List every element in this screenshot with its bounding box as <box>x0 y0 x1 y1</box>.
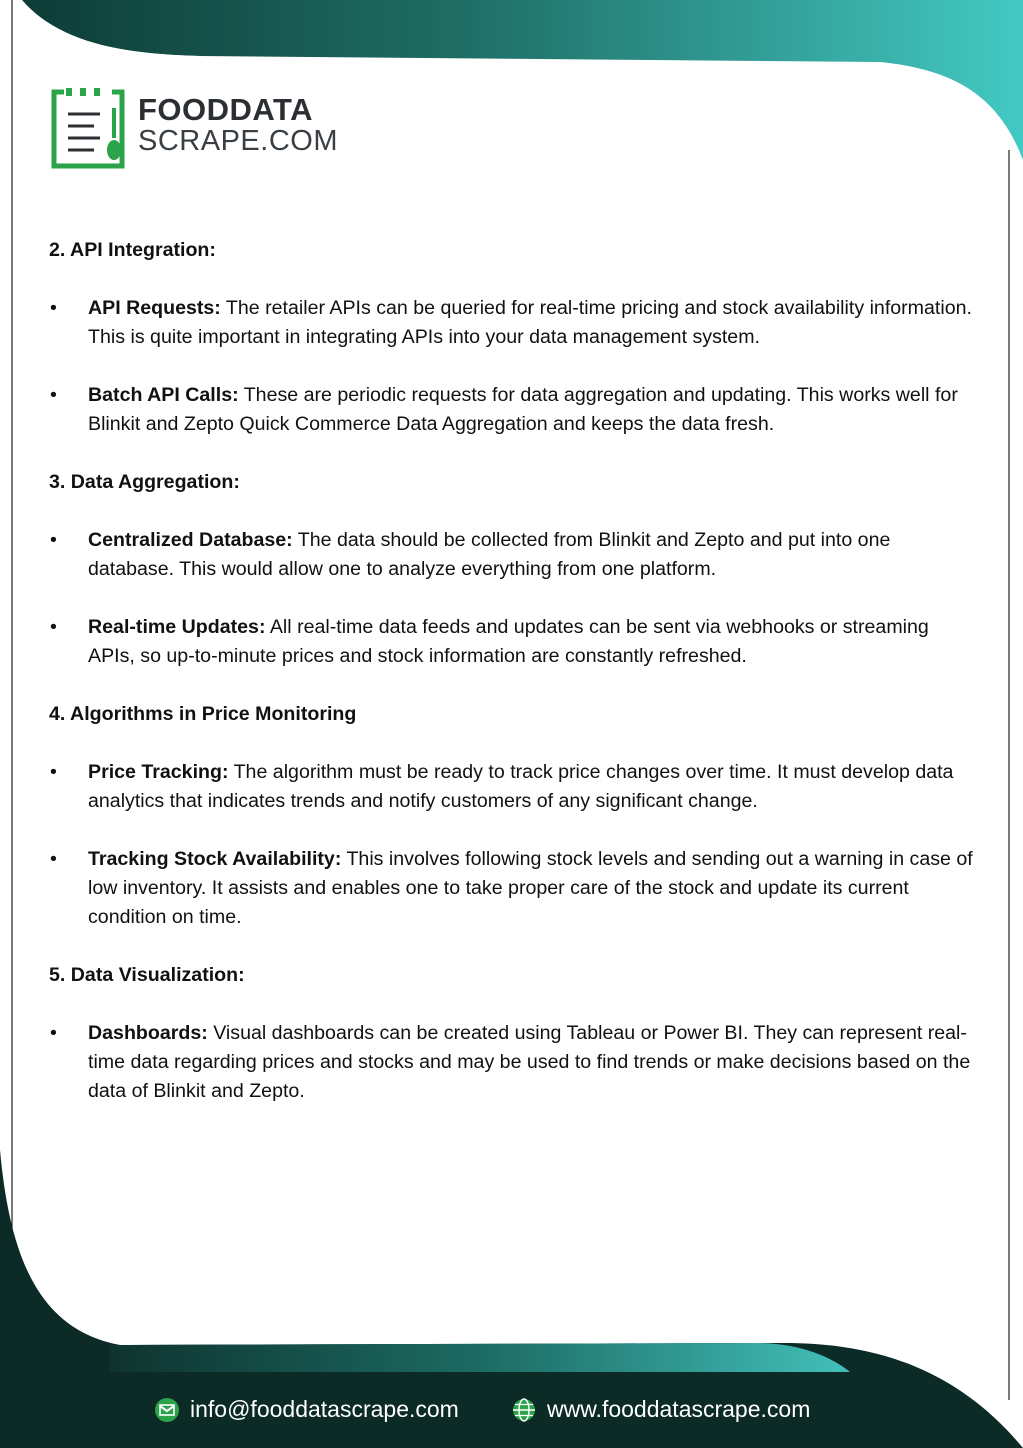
section-heading: 3. Data Aggregation: <box>49 471 240 493</box>
item-term: Batch API Calls: <box>88 384 239 406</box>
email-link[interactable]: info@fooddatascrape.com <box>190 1396 459 1422</box>
bullet: • <box>50 616 57 638</box>
list-item <box>49 526 979 584</box>
list-item <box>49 613 979 671</box>
website-link[interactable]: www.fooddatascrape.com <box>547 1396 811 1422</box>
list-item <box>49 1019 979 1106</box>
globe-icon <box>511 1397 537 1423</box>
list-item <box>49 294 979 352</box>
brand-logo <box>50 86 340 170</box>
section-heading: 2. API Integration: <box>49 239 216 261</box>
footer-website[interactable] <box>511 1396 810 1423</box>
list-item <box>49 381 979 439</box>
bullet: • <box>50 1022 57 1044</box>
bullet: • <box>50 297 57 319</box>
logo-icon <box>50 86 130 170</box>
section-data-aggregation <box>49 468 979 671</box>
item-term: Dashboards: <box>88 1022 208 1044</box>
document-body <box>49 236 979 1106</box>
item-term: API Requests: <box>88 297 221 319</box>
item-term: Centralized Database: <box>88 529 293 551</box>
item-text: The algorithm must be ready to track price changes over time. It must develop data analytics that indicates trends and notify customers of any significant change. <box>88 761 954 812</box>
item-text: This involves following stock levels and sending out a warning in case of low inventory. It assists and enables one to take proper care of the stock and update its current condition on time. <box>88 848 973 928</box>
footer-email[interactable] <box>154 1396 459 1423</box>
item-text: These are periodic requests for data aggregation and updating. This works well for Blinkit and Zepto Quick Commerce Data Aggregation and keeps the data fresh. <box>88 384 958 435</box>
item-term: Real-time Updates: <box>88 616 266 638</box>
page-footer <box>0 1392 1023 1432</box>
bullet: • <box>50 848 57 870</box>
item-term: Tracking Stock Availability: <box>88 848 342 870</box>
section-price-monitoring <box>49 700 979 932</box>
mail-icon <box>154 1397 180 1423</box>
list-item <box>49 845 979 932</box>
bullet: • <box>50 761 57 783</box>
logo-name-line2: SCRAPE.COM <box>138 125 338 157</box>
bullet: • <box>50 384 57 406</box>
section-heading: 4. Algorithms in Price Monitoring <box>49 703 357 725</box>
section-heading: 5. Data Visualization: <box>49 964 245 986</box>
item-text: All real-time data feeds and updates can be sent via webhooks or streaming APIs, so up-to-minute prices and stock information are constantly refreshed. <box>88 616 929 667</box>
section-data-visualization <box>49 961 979 1106</box>
list-item <box>49 758 979 816</box>
logo-name-line1: FOODDATA <box>138 92 314 127</box>
item-text: Visual dashboards can be created using Tableau or Power BI. They can represent real-time data regarding prices and stocks and may be used to find trends or make decisions based on the data of Blinkit and Zepto. <box>88 1022 971 1102</box>
item-term: Price Tracking: <box>88 761 229 783</box>
item-text: The data should be collected from Blinkit and Zepto and put into one database. This would allow one to analyze everything from one platform. <box>88 529 891 580</box>
bullet: • <box>50 529 57 551</box>
section-api-integration <box>49 236 979 439</box>
item-text: The retailer APIs can be queried for real-time pricing and stock availability information. This is quite important in integrating APIs into your data management system. <box>88 297 972 348</box>
